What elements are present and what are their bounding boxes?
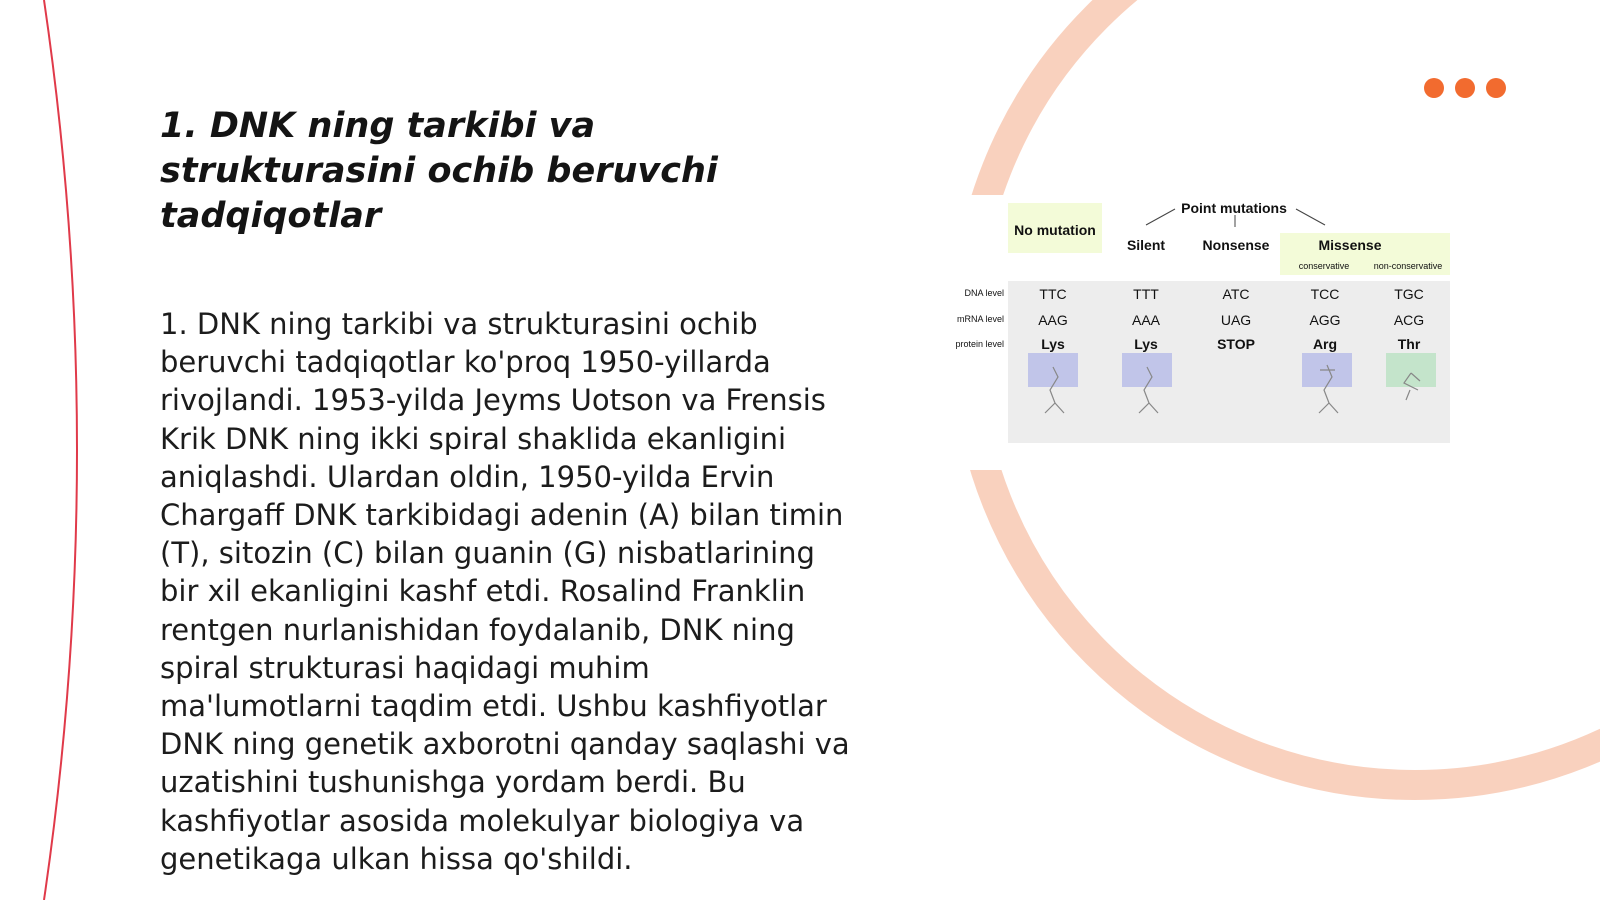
protein-residue: Lys	[1134, 336, 1158, 352]
no-mutation-label: No mutation	[1014, 222, 1096, 238]
mrna-codon: UAG	[1220, 312, 1252, 328]
mrna-codon: AAG	[1038, 312, 1068, 328]
point-mutations-label: Point mutations	[1181, 200, 1287, 216]
protein-residue: Arg	[1312, 336, 1338, 352]
slide-body-text: 1. DNK ning tarkibi va strukturasini ochib beruvchi tadqiqotlar ko'proq 1950-yillarda rivojlandi. 1953-yilda Jeyms Uotson va Frensis Krik DNK ning ikki spiral shaklida ekanligini aniqlashdi. Ulardan oldin, 1950-yilda Ervin Chargaff DNK tarkibidagi adenin (A) bilan timin (T), sitozin (C) bilan guanin (G) nisbatlarining bir xil ekanligini kashf etdi. Rosalind Franklin rentgen nurlanishidan foydalanib, DNK ning spiral strukturasi haqidagi muhim ma'lumotlarni taqdim etdi. Ushbu kashfiyotlar DNK ning genetik axborotni qanday saqlashi va uzatishini tushunishga yordam berdi. Bu kashfiyotlar asosida molekulyar biologiya va genetikaga ulkan hissa qo'shildi.	[160, 307, 850, 876]
dna-level-label: DNA level	[964, 288, 1004, 298]
dna-codon: ATC	[1222, 286, 1250, 302]
nonsense-label: Nonsense	[1202, 237, 1270, 253]
mrna-codon: ACG	[1393, 312, 1425, 328]
silent-label: Silent	[1126, 237, 1166, 253]
dna-codon: TTT	[1133, 286, 1159, 302]
dna-codon: TCC	[1310, 286, 1340, 302]
protein-residue: STOP	[1217, 336, 1255, 352]
dot-3	[1486, 78, 1506, 98]
dot-2	[1455, 78, 1475, 98]
protein-level-label: protein level	[955, 339, 1004, 349]
dna-codon: TTC	[1039, 286, 1067, 302]
decorative-dots	[1424, 78, 1506, 98]
dot-1	[1424, 78, 1444, 98]
mutation-figure	[940, 195, 1450, 470]
dna-codon: TGC	[1394, 286, 1424, 302]
left-curve-line	[44, 0, 77, 900]
slide-title: 1. DNK ning tarkibi va strukturasini ochib beruvchi tadqiqotlar	[160, 106, 718, 236]
non-conservative-label: non-conservative	[1373, 261, 1443, 271]
mrna-codon: AAA	[1131, 312, 1160, 328]
conservative-label: conservative	[1298, 261, 1350, 271]
missense-label: Missense	[1318, 237, 1382, 253]
mrna-level-label: mRNA level	[956, 314, 1004, 324]
protein-residue: Lys	[1041, 336, 1065, 352]
protein-residue: Thr	[1397, 336, 1421, 352]
mrna-codon: AGG	[1309, 312, 1341, 328]
